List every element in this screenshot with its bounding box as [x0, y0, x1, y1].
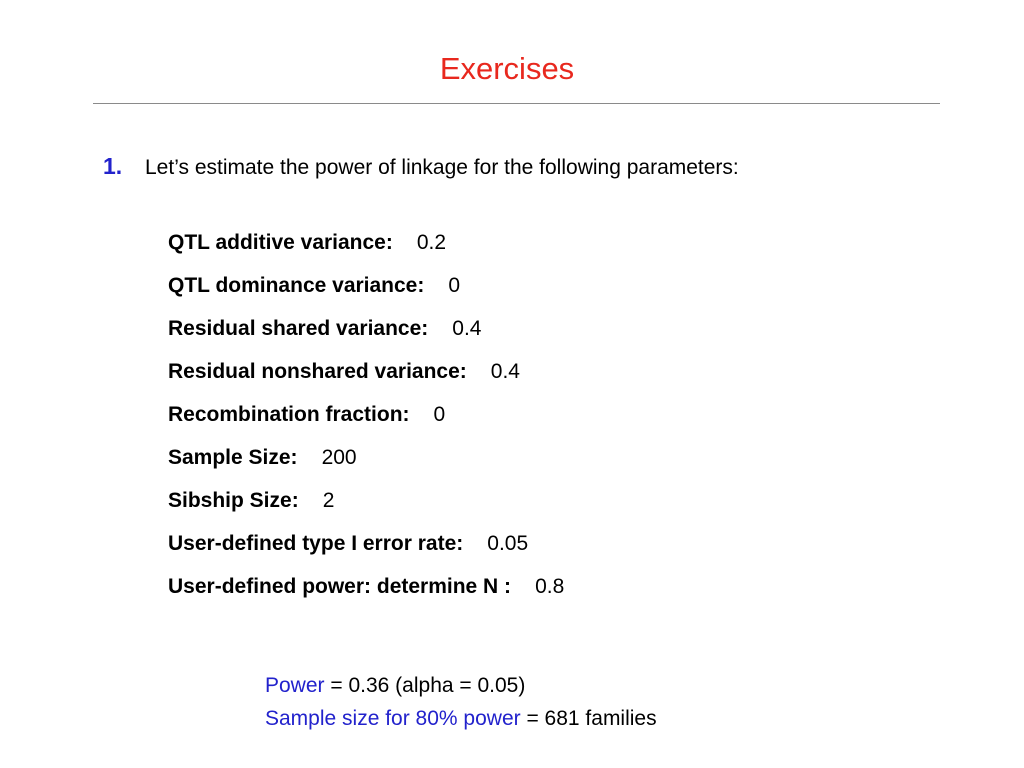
- param-label: QTL additive variance:: [168, 231, 393, 254]
- result-sample-size: [265, 702, 657, 735]
- param-value: 2: [322, 489, 335, 512]
- param-value: 0: [448, 274, 461, 297]
- title-divider: [93, 103, 940, 104]
- param-type-i-error-rate: [168, 528, 564, 571]
- param-sample-size: [168, 442, 564, 485]
- result-key: Power: [265, 674, 325, 697]
- param-value: 200: [321, 446, 357, 469]
- exercise-heading: [103, 150, 739, 184]
- param-label: QTL dominance variance:: [168, 274, 425, 297]
- param-value: 0.8: [535, 575, 565, 598]
- param-label: Sample Size:: [168, 446, 298, 469]
- parameter-list: [168, 227, 564, 614]
- result-key: Sample size for 80% power: [265, 707, 521, 730]
- param-sibship-size: [168, 485, 564, 528]
- slide-title: Exercises: [439, 51, 575, 86]
- param-qtl-additive-variance: [168, 227, 564, 270]
- param-residual-nonshared-variance: [168, 356, 564, 399]
- param-value: 0.2: [416, 231, 447, 254]
- result-value: = 0.36 (alpha = 0.05): [324, 674, 526, 697]
- param-residual-shared-variance: [168, 313, 564, 356]
- result-power: [265, 669, 657, 702]
- param-label: Sibship Size:: [168, 489, 299, 512]
- exercise-prompt: Let’s estimate the power of linkage for the following parameters:: [145, 156, 739, 179]
- result-value: = 681 families: [520, 707, 657, 730]
- param-label: User-defined power: determine N :: [168, 575, 512, 598]
- exercise-number: 1.: [103, 153, 123, 179]
- param-value: 0.05: [487, 532, 529, 555]
- results-block: [265, 669, 657, 735]
- param-label: Residual nonshared variance:: [168, 360, 467, 383]
- param-label: Residual shared variance:: [168, 317, 429, 340]
- param-label: User-defined type I error rate:: [168, 532, 464, 555]
- param-user-defined-power: [168, 571, 564, 614]
- param-value: 0.4: [452, 317, 482, 340]
- param-value: 0: [433, 403, 446, 426]
- param-value: 0.4: [490, 360, 520, 383]
- param-qtl-dominance-variance: [168, 270, 564, 313]
- param-recombination-fraction: [168, 399, 564, 442]
- param-label: Recombination fraction:: [168, 403, 410, 426]
